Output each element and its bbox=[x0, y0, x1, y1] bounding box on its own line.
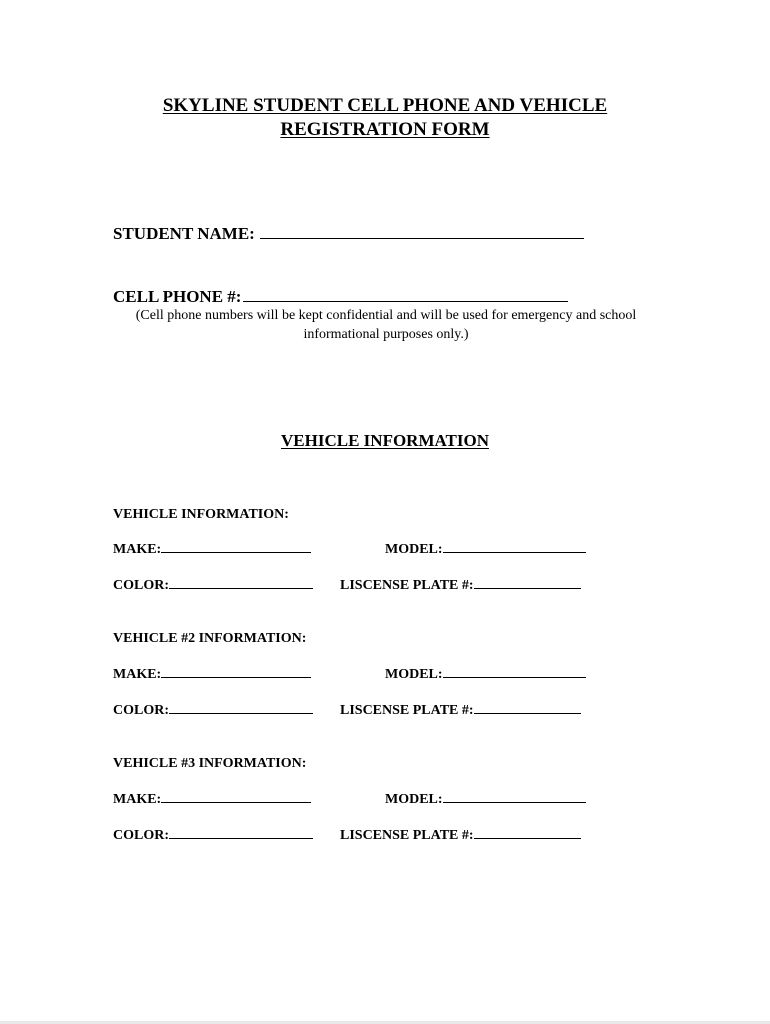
vehicle-3-color-label: COLOR: bbox=[113, 828, 169, 843]
vehicle-3-color-row bbox=[113, 828, 313, 844]
vehicle-1-color-row bbox=[113, 578, 313, 594]
cell-phone-field[interactable] bbox=[243, 301, 568, 302]
form-title-line2: REGISTRATION FORM bbox=[280, 119, 490, 140]
vehicle-1-heading: VEHICLE INFORMATION: bbox=[113, 507, 289, 522]
form-title bbox=[0, 94, 770, 142]
vehicle-3-color-field[interactable] bbox=[169, 838, 313, 839]
cell-phone-note-line2: informational purposes only.) bbox=[303, 327, 469, 342]
vehicle-1-make-row bbox=[113, 542, 311, 558]
cell-phone-row bbox=[113, 287, 568, 307]
vehicle-section-heading: VEHICLE INFORMATION bbox=[281, 431, 489, 450]
vehicle-1-model-row bbox=[385, 542, 586, 558]
vehicle-3-model-row bbox=[385, 792, 586, 808]
vehicle-2-color-field[interactable] bbox=[169, 713, 313, 714]
vehicle-2-heading: VEHICLE #2 INFORMATION: bbox=[113, 631, 307, 646]
vehicle-1-color-field[interactable] bbox=[169, 588, 313, 589]
vehicle-3-make-label: MAKE: bbox=[113, 792, 162, 807]
vehicle-3-model-field[interactable] bbox=[443, 802, 586, 803]
form-title-line1: SKYLINE STUDENT CELL PHONE AND VEHICLE bbox=[162, 95, 608, 116]
vehicle-2-model-row bbox=[385, 667, 586, 683]
vehicle-2-make-label: MAKE: bbox=[113, 667, 162, 682]
vehicle-3-heading: VEHICLE #3 INFORMATION: bbox=[113, 756, 307, 771]
vehicle-1-model-label: MODEL: bbox=[385, 542, 443, 557]
vehicle-2-make-field[interactable] bbox=[161, 677, 311, 678]
vehicle-2-model-label: MODEL: bbox=[385, 667, 443, 682]
vehicle-2-plate-row bbox=[340, 703, 581, 719]
vehicle-1-make-label: MAKE: bbox=[113, 542, 162, 557]
vehicle-3-plate-row bbox=[340, 828, 581, 844]
cell-phone-label: CELL PHONE #: bbox=[113, 287, 242, 306]
vehicle-3-model-label: MODEL: bbox=[385, 792, 443, 807]
vehicle-3-make-field[interactable] bbox=[161, 802, 311, 803]
vehicle-2-plate-label: LISCENSE PLATE #: bbox=[340, 703, 474, 718]
vehicle-2-plate-field[interactable] bbox=[474, 713, 581, 714]
vehicle-1-plate-field[interactable] bbox=[474, 588, 581, 589]
vehicle-1-color-label: COLOR: bbox=[113, 578, 169, 593]
vehicle-1-plate-label: LISCENSE PLATE #: bbox=[340, 578, 474, 593]
vehicle-2-model-field[interactable] bbox=[443, 677, 586, 678]
vehicle-2-color-label: COLOR: bbox=[113, 703, 169, 718]
cell-phone-note bbox=[110, 306, 662, 344]
vehicle-3-plate-label: LISCENSE PLATE #: bbox=[340, 828, 474, 843]
vehicle-3-plate-field[interactable] bbox=[474, 838, 581, 839]
student-name-row bbox=[113, 224, 584, 244]
vehicle-3-make-row bbox=[113, 792, 311, 808]
vehicle-1-model-field[interactable] bbox=[443, 552, 586, 553]
cell-phone-note-line1: (Cell phone numbers will be kept confidential and will be used for emergency and school bbox=[135, 308, 637, 323]
vehicle-2-color-row bbox=[113, 703, 313, 719]
student-name-label: STUDENT NAME: bbox=[113, 224, 255, 243]
vehicle-1-make-field[interactable] bbox=[161, 552, 311, 553]
student-name-field[interactable] bbox=[260, 238, 584, 239]
vehicle-2-make-row bbox=[113, 667, 311, 683]
vehicle-1-plate-row bbox=[340, 578, 581, 594]
